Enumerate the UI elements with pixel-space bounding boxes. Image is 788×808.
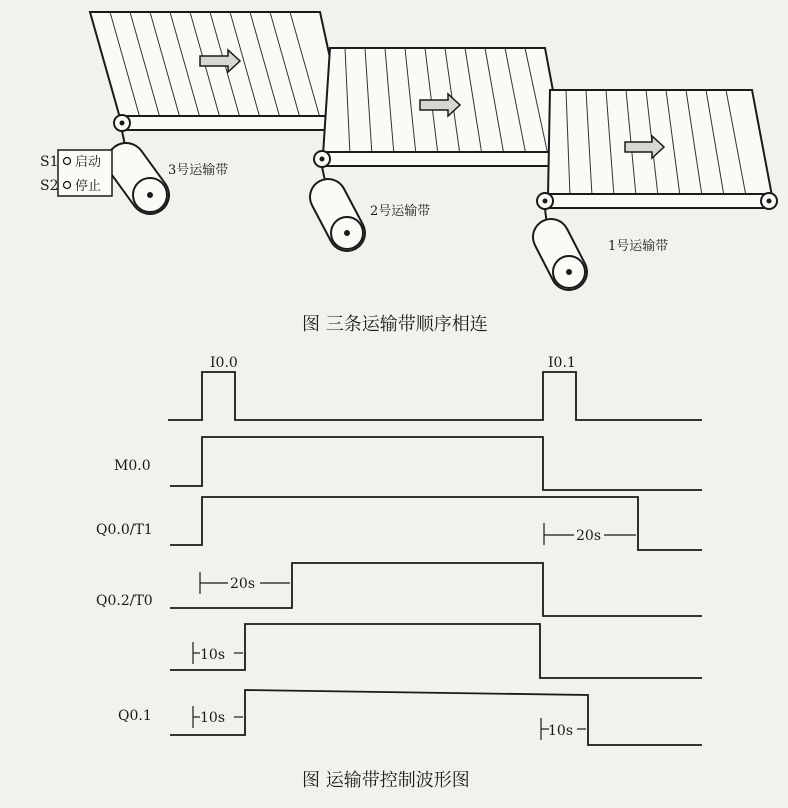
timing-10s-q01-off-label: 10s <box>548 723 573 739</box>
timing-20s-q00-label: 20s <box>576 528 601 544</box>
signal-m00-label: M0.0 <box>114 458 151 474</box>
waveform-row5 <box>170 624 702 678</box>
caption-bottom: 图 运输带控制波形图 <box>302 770 470 791</box>
belt-1-label: 1号运输带 <box>608 239 669 254</box>
signal-q01-label: Q0.1 <box>118 708 152 724</box>
start-label: 启动 <box>75 155 102 170</box>
conveyor-belt-3 <box>90 12 349 212</box>
waveform-i0 <box>168 372 702 420</box>
waveform-q01 <box>170 690 702 745</box>
timing-10s-row5-label: 10s <box>200 647 225 663</box>
belt-3-label: 3号运输带 <box>168 163 229 178</box>
signal-i01-label: I0.1 <box>548 355 576 371</box>
conveyor-belt-1 <box>537 90 777 288</box>
signal-i00-label: I0.0 <box>210 355 238 371</box>
s1-label: S1 <box>40 154 59 170</box>
caption-top: 图 三条运输带顺序相连 <box>302 314 488 335</box>
timing-10s-q01-on-label: 10s <box>200 710 225 726</box>
signal-q02-label: Q0.2/T0 <box>96 593 153 609</box>
timing-20s-q02-label: 20s <box>230 576 255 592</box>
signal-q00-label: Q0.0/T1 <box>96 522 153 538</box>
belt-2-label: 2号运输带 <box>370 204 431 219</box>
conveyor-belt-2 <box>314 48 570 249</box>
start-stop-panel <box>40 150 112 196</box>
waveform-q00 <box>170 497 702 550</box>
waveform-m00 <box>170 437 702 490</box>
s2-label: S2 <box>40 178 59 194</box>
timing-diagram <box>96 355 702 745</box>
stop-label: 停止 <box>75 179 102 194</box>
